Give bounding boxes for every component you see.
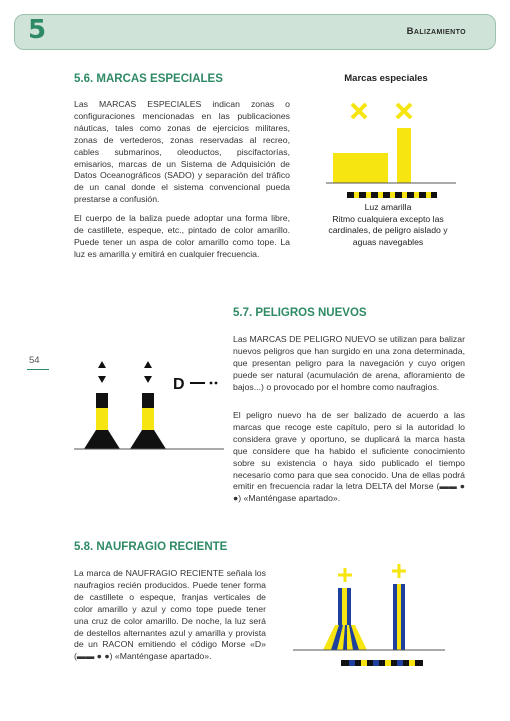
wreck-spar-blue-yellow [393, 584, 405, 650]
recent-wreck-figure [293, 560, 453, 670]
section-5-6-paragraph-2: El cuerpo de la baliza puede adoptar una forma libre, de castillete, espeque, etc., pintado de color amarillo. Puede tener un aspa de color amarillo como tope. La luz es amarilla y emitirá en cualquier frecuencia. [74, 213, 290, 259]
yellow-cross-topmark-right [392, 564, 406, 578]
section-5-8-title: 5.8. NAUFRAGIO RECIENTE [74, 541, 228, 553]
chapter-title: Balizamiento [406, 26, 466, 37]
isolated-danger-buoy-right [130, 361, 166, 449]
yellow-x-topmark-right [397, 104, 411, 118]
yellow-cross-topmark-left [338, 568, 352, 582]
yellow-buoy-body [333, 153, 388, 183]
page-number-rule [27, 369, 49, 370]
yellow-x-topmark-left [352, 104, 366, 118]
section-5-6-title: 5.6. MARCAS ESPECIALES [74, 73, 223, 85]
morse-dot-2 [215, 382, 218, 385]
special-marks-figure-title: Marcas especiales [344, 73, 428, 84]
alternating-light-bar [341, 660, 423, 666]
section-5-7-paragraph-1: Las MARCAS DE PELIGRO NUEVO se utilizan para balizar nuevos peligros que han surgido en una zona determinada, que presentan peligro para la navegación y cuyo origen puede ser natural (acumulación de arena, afloramiento de bajos...) o provocado por el hombre como naufragios. [233, 334, 465, 392]
isolated-danger-buoy-left [84, 361, 120, 449]
morse-letter-d: D [173, 376, 185, 393]
yellow-spar-body [397, 128, 411, 183]
special-marks-caption: Luz amarilla Ritmo cualquiera excepto las cardinales, de peligro aislado y aguas navegables [328, 202, 448, 247]
morse-dot-1 [210, 382, 213, 385]
special-marks-figure [326, 98, 466, 208]
page-number: 54 [29, 355, 40, 366]
section-5-8-paragraph-1: La marca de NAUFRAGIO RECIENTE señala los naufragios recién producidos. Puede tener forma de castillete o espeque, franjas verticales de color amarillo y azul y como tope puede tener una cruz de color amarillo. De noche, la luz será de destellos alternantes azul y amarilla y provista de un RACON emitiendo el código Morse «D» (▬▬ ● ●) «Manténgase apartado». [74, 568, 266, 662]
section-5-7-paragraph-2: El peligro nuevo ha de ser balizado de acuerdo a las marcas que recoge este capítulo, pero si la autoridad lo considera grave y oportuno, se duplicará la marca hasta que considere que ha habido el suficiente conocimiento sobre su existencia o haya sido publicado el tiempo necesario como para que sea conocido. Una de ellas podrá emitir en frecuencia radar la letra DELTA del Morse (▬▬ ● ●) «Manténgase apartado». [233, 410, 465, 504]
section-5-7-title: 5.7. PELIGROS NUEVOS [233, 307, 367, 319]
section-5-6-paragraph-1: Las MARCAS ESPECIALES indican zonas o configuraciones mencionadas en las publicaciones náuticas, tales como zonas de ejercicios militares, zonas de vertederos, zonas reservadas al recreo, cables submarinos, oleoductos, piscifactorías, emisarios, marcas de un Sistema de Adquisición de Datos Oceanográficos (SADO) y separación del tráfico de un canal donde el sistema convencional pueda prestarse a confusión. [74, 99, 290, 205]
chapter-number: 5 [28, 15, 47, 45]
wreck-buoy-blue-yellow [323, 588, 367, 650]
light-rhythm-bar [347, 192, 437, 198]
new-danger-figure [74, 357, 226, 453]
